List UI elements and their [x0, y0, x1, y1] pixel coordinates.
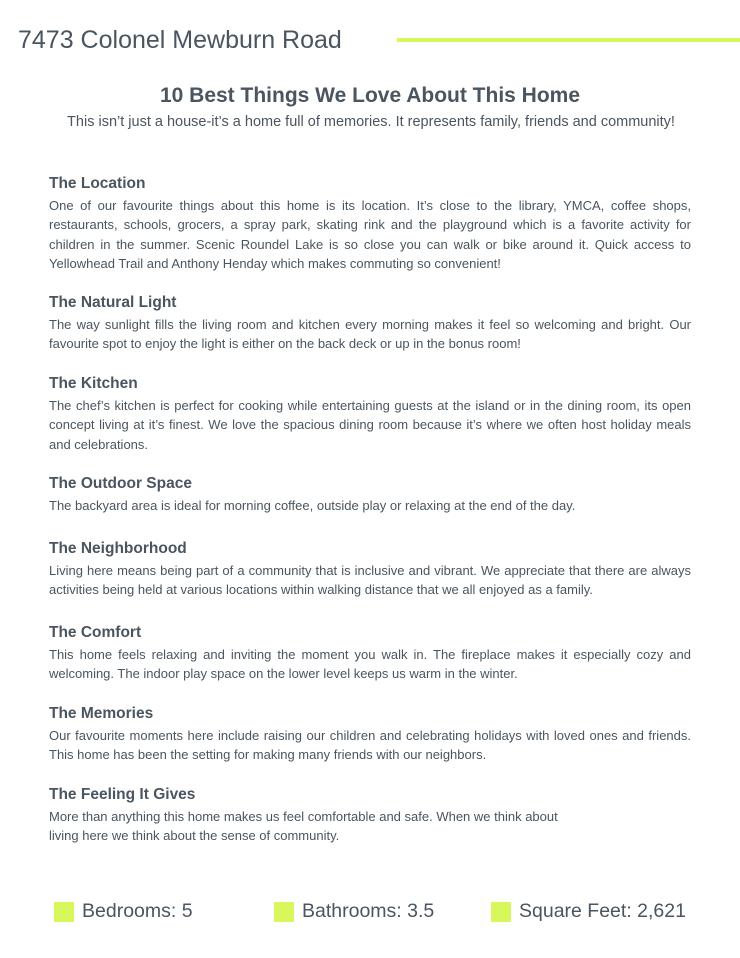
section-outdoor-space	[49, 474, 691, 539]
section-natural-light	[49, 293, 691, 374]
stat-bedrooms	[54, 900, 193, 923]
section-location	[49, 174, 691, 293]
section-neighborhood	[49, 539, 691, 623]
stat-label: Bathrooms: 3.5	[302, 900, 435, 922]
section-comfort	[49, 623, 691, 704]
section-heading: The Location	[49, 175, 146, 192]
section-body: Living here means being part of a community that is inclusive and vibrant. We appreciate that there are always activities being held at various locations within walking distance that we all enjoyed as a family.	[49, 563, 691, 598]
square-bullet-icon	[491, 902, 511, 922]
stat-label: Square Feet: 2,621	[519, 900, 686, 922]
accent-line	[397, 38, 740, 42]
section-heading: The Feeling It Gives	[49, 786, 196, 803]
section-memories	[49, 704, 691, 785]
section-heading: The Comfort	[49, 624, 142, 641]
stat-square-feet	[491, 900, 686, 923]
section-body	[49, 807, 691, 846]
section-body: The backyard area is ideal for morning coffee, outside play or relaxing at the end of the day.	[49, 498, 576, 513]
section-heading: The Kitchen	[49, 375, 138, 392]
section-body: Our favourite moments here include raising our children and celebrating holidays with loved ones and friends. This home has been the setting for making many friends with our neighbors.	[49, 728, 691, 763]
header	[0, 0, 740, 70]
features-list	[49, 174, 691, 846]
section-body-line: living here we think about the sense of community.	[49, 828, 340, 844]
square-bullet-icon	[274, 902, 294, 922]
section-body: The chef’s kitchen is perfect for cooking while entertaining guests at the island or in the dining room, its open concept living at it’s finest. We love the spacious dining room because it’s where we often host holiday meals and celebrations.	[49, 398, 691, 452]
section-heading: The Outdoor Space	[49, 475, 192, 492]
page-title: 10 Best Things We Love About This Home	[159, 84, 581, 107]
section-kitchen	[49, 374, 691, 474]
section-heading: The Memories	[49, 705, 154, 722]
section-body-line: More than anything this home makes us feel comfortable and safe. When we think about	[49, 809, 558, 824]
section-body: The way sunlight fills the living room and kitchen every morning makes it feel so welcoming and bright. Our favourite spot to enjoy the light is either on the back deck or up in the bonus room!	[49, 317, 691, 352]
section-body: This home feels relaxing and inviting the moment you walk in. The fireplace makes it especially cozy and welcoming. The indoor play space on the lower level keeps us warm in the winter.	[49, 647, 691, 682]
page-subtitle: This isn’t just a house-it’s a home full of memories. It represents family, friends and community!	[67, 114, 675, 130]
square-bullet-icon	[54, 902, 74, 922]
section-body: One of our favourite things about this home is its location. It’s close to the library, YMCA, coffee shops, restaurants, schools, grocers, a spray park, skating rink and the playground which is a favorite activity for children in the summer. Scenic Roundel Lake is so close you can walk or bike around it. Quick access to Yellowhead Trail and Anthony Henday which makes commuting so convenient!	[49, 198, 691, 271]
section-heading: The Neighborhood	[49, 540, 187, 557]
section-feeling	[49, 785, 691, 846]
stat-bathrooms	[274, 900, 434, 923]
stat-label: Bedrooms: 5	[82, 900, 193, 922]
property-address: 7473 Colonel Mewburn Road	[18, 26, 342, 54]
property-stats	[0, 900, 740, 930]
section-heading: The Natural Light	[49, 294, 177, 311]
